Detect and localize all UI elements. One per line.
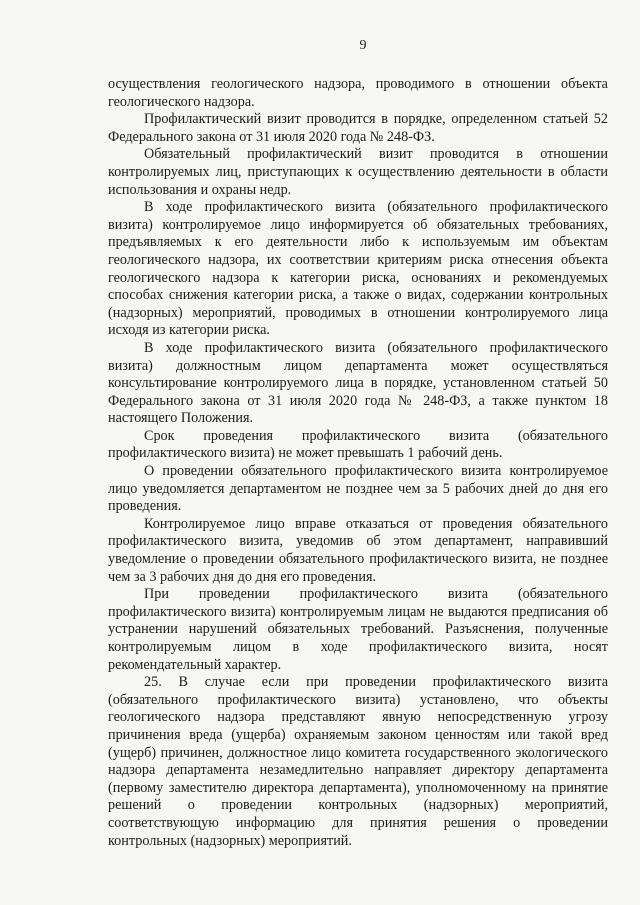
paragraph: Профилактический визит проводится в порядке, определенном статьей 52 Федерального закона от 31 июля 2020 года № 248-ФЗ. xyxy=(108,111,608,145)
paragraph: Обязательный профилактический визит проводится в отношении контролируемых лиц, приступающих к осуществлению деятельности в области использования и охраны недр. xyxy=(108,146,608,198)
paragraph: 25. В случае если при проведении профилактического визита (обязательного профилактического визита) установлено, что объекты геологического надзора представляют явную непосредственную угрозу причинения вреда (ущерба) охраняемым законом ценностям или такой вред (ущерб) причинен, должностное лицо комитета государственного экологического надзора департамента незамедлительно направляет директору департамента (первому заместителю директора департамента), уполномоченному на принятие решений о проведении контрольных (надзорных) мероприятий, соответствующую информацию для принятия решения о проведении контрольных (надзорных) мероприятий. xyxy=(108,674,608,849)
paragraph: Контролируемое лицо вправе отказаться от проведения обязательного профилактического визита, уведомив об этом департамент, направивший уведомление о проведении обязательного профилактического визита, не позднее чем за 3 рабочих дня до дня его проведения. xyxy=(108,515,608,585)
paragraph: При проведении профилактического визита (обязательного профилактического визита) контролируемым лицам не выдаются предписания об устранении нарушений обязательных требований. Разъяснения, полученные контролируемым лицом в ходе профилактического визита, носят рекомендательный характер. xyxy=(108,586,608,673)
paragraph: О проведении обязательного профилактического визита контролируемое лицо уведомляется департаментом не позднее чем за 5 рабочих дней до дня его проведения. xyxy=(108,463,608,515)
body-text xyxy=(108,76,608,850)
paragraph: В ходе профилактического визита (обязательного профилактического визита) должностным лицом департамента может осуществляться консультирование контролируемого лица в порядке, установленном статьей 50 Федерального закона от 31 июля 2020 года № 248-ФЗ, а также пунктом 18 настоящего Положения. xyxy=(108,339,608,427)
paragraph: осуществления геологического надзора, проводимого в отношении объекта геологического надзора. xyxy=(108,76,608,110)
page-number: 9 xyxy=(359,38,367,53)
paragraph: Срок проведения профилактического визита (обязательного профилактического визита) не может превышать 1 рабочий день. xyxy=(108,427,608,462)
paragraph: В ходе профилактического визита (обязательного профилактического визита) контролируемое лицо информируется об обязательных требованиях, предъявляемых к его деятельности либо к используемым им объектам геологического надзора, их соответствии критериям риска отнесения объекта геологического надзора к категории риска, основаниях и рекомендуемых способах снижения категории риска, а также о видах, содержании контрольных (надзорных) мероприятий, проводимых в отношении контролируемого лица исходя из категории риска. xyxy=(108,199,608,339)
